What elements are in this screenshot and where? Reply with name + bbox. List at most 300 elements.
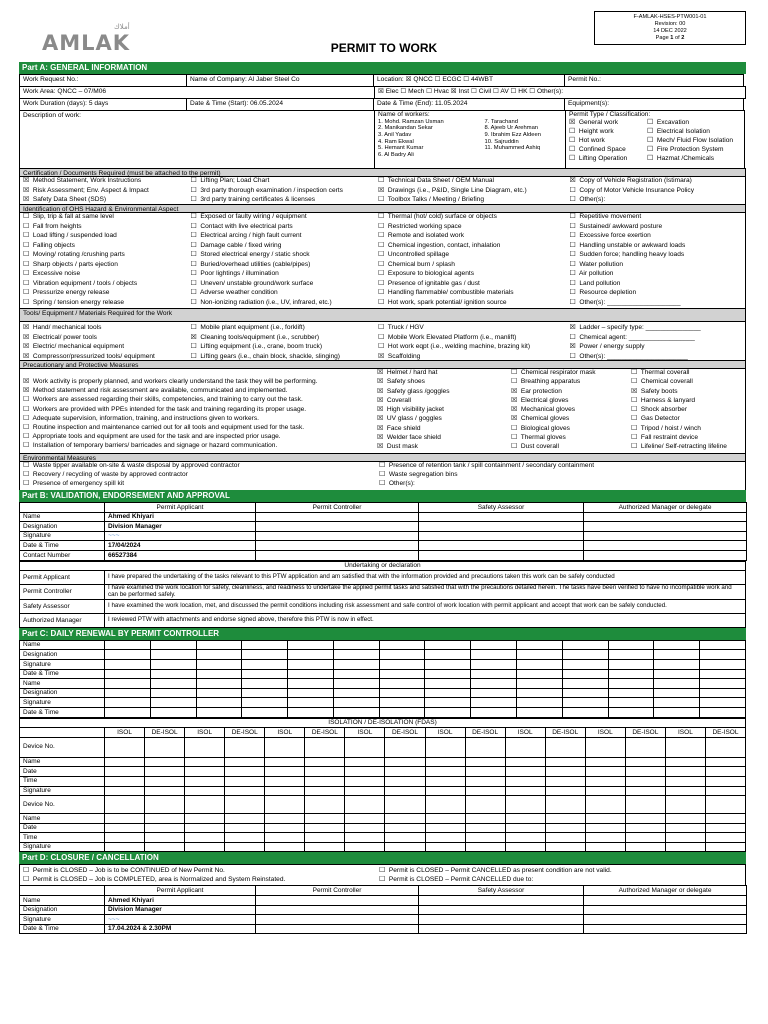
renewal-cell[interactable] bbox=[654, 698, 700, 708]
renewal-cell[interactable] bbox=[242, 707, 288, 717]
renewal-cell[interactable] bbox=[562, 679, 608, 689]
certification-option[interactable] bbox=[378, 187, 566, 197]
isolation-cell[interactable] bbox=[225, 767, 265, 777]
checkbox-icon[interactable]: ☒ bbox=[511, 387, 518, 395]
isolation-cell[interactable] bbox=[465, 776, 505, 786]
precaution-option[interactable] bbox=[23, 396, 374, 405]
isolation-cell[interactable] bbox=[345, 842, 385, 852]
hazard-option[interactable] bbox=[378, 289, 566, 299]
renewal-cell[interactable] bbox=[608, 707, 654, 717]
checkbox-icon[interactable]: ☐ bbox=[190, 232, 197, 239]
checkbox-icon[interactable]: ☒ bbox=[378, 352, 385, 360]
isolation-cell[interactable] bbox=[265, 842, 305, 852]
checkbox-icon[interactable]: ☐ bbox=[378, 289, 385, 296]
renewal-cell[interactable] bbox=[471, 669, 517, 679]
renewal-cell[interactable] bbox=[700, 669, 746, 679]
ppe-option[interactable] bbox=[631, 434, 745, 443]
hazard-option[interactable] bbox=[23, 251, 188, 261]
checkbox-icon[interactable]: ☒ bbox=[23, 378, 30, 385]
checkbox-icon[interactable]: ☐ bbox=[23, 260, 30, 268]
tool-option[interactable] bbox=[23, 353, 188, 361]
checkbox-icon[interactable]: ☐ bbox=[190, 177, 197, 184]
certification-option[interactable] bbox=[23, 177, 188, 187]
renewal-cell[interactable] bbox=[608, 659, 654, 669]
isolation-cell[interactable] bbox=[345, 786, 385, 796]
validation-cell[interactable]: Ahmed Khiyari bbox=[105, 512, 256, 522]
renewal-cell[interactable] bbox=[196, 698, 242, 708]
checkbox-icon[interactable]: ☐ bbox=[23, 241, 30, 249]
checkbox-icon[interactable]: ☐ bbox=[569, 196, 576, 203]
renewal-cell[interactable] bbox=[517, 707, 563, 717]
permit-type-option[interactable] bbox=[647, 128, 733, 137]
checkbox-icon[interactable]: ☒ bbox=[511, 396, 518, 404]
validation-cell[interactable] bbox=[419, 531, 584, 541]
checkbox-icon[interactable]: ☐ bbox=[510, 88, 517, 95]
checkbox-icon[interactable]: ☐ bbox=[647, 136, 654, 144]
isolation-cell[interactable] bbox=[505, 814, 545, 824]
tool-option[interactable] bbox=[569, 353, 745, 361]
device-cell[interactable] bbox=[545, 796, 585, 814]
renewal-cell[interactable] bbox=[471, 688, 517, 698]
checkbox-icon[interactable]: ☒ bbox=[23, 324, 30, 331]
checkbox-icon[interactable]: ☐ bbox=[569, 186, 576, 194]
hazard-option[interactable] bbox=[378, 232, 566, 242]
checkbox-icon[interactable]: ☒ bbox=[23, 343, 30, 350]
closure-cell[interactable] bbox=[256, 915, 419, 925]
isolation-cell[interactable] bbox=[545, 786, 585, 796]
closure-option[interactable] bbox=[379, 867, 745, 876]
isolation-cell[interactable] bbox=[265, 814, 305, 824]
checkbox-icon[interactable]: ☐ bbox=[569, 222, 576, 230]
equipment-field[interactable]: Equipment(s): bbox=[564, 98, 744, 111]
checkbox-icon[interactable]: ☐ bbox=[378, 260, 385, 268]
hazard-option[interactable] bbox=[569, 242, 745, 252]
renewal-cell[interactable] bbox=[379, 688, 425, 698]
checkbox-icon[interactable]: ☐ bbox=[379, 876, 386, 884]
checkbox-icon[interactable]: ☐ bbox=[378, 343, 385, 350]
closure-cell[interactable] bbox=[256, 896, 419, 906]
environmental-option[interactable] bbox=[379, 471, 745, 480]
ppe-option[interactable] bbox=[511, 388, 628, 397]
renewal-cell[interactable] bbox=[562, 650, 608, 660]
isolation-cell[interactable] bbox=[185, 823, 225, 833]
device-cell[interactable] bbox=[505, 737, 545, 757]
isolation-cell[interactable] bbox=[545, 823, 585, 833]
isolation-cell[interactable] bbox=[505, 786, 545, 796]
isolation-cell[interactable] bbox=[665, 823, 705, 833]
checkbox-icon[interactable]: ☒ bbox=[511, 415, 518, 423]
hazard-option[interactable] bbox=[191, 213, 375, 223]
device-cell[interactable] bbox=[465, 796, 505, 814]
hazard-option[interactable] bbox=[23, 261, 188, 271]
checkbox-icon[interactable]: ☐ bbox=[511, 369, 518, 376]
tool-option[interactable] bbox=[378, 324, 566, 334]
renewal-cell[interactable] bbox=[471, 650, 517, 660]
closure-option[interactable] bbox=[23, 867, 376, 876]
isolation-cell[interactable] bbox=[705, 814, 745, 824]
renewal-cell[interactable] bbox=[608, 698, 654, 708]
tool-option[interactable] bbox=[191, 334, 375, 344]
environmental-option[interactable] bbox=[379, 480, 745, 489]
start-date-field[interactable]: Date & Time (Start): 06.05.2024 bbox=[186, 98, 374, 111]
renewal-cell[interactable] bbox=[700, 679, 746, 689]
isolation-cell[interactable] bbox=[425, 757, 465, 767]
isolation-cell[interactable] bbox=[105, 842, 145, 852]
isolation-cell[interactable] bbox=[145, 814, 185, 824]
checkbox-icon[interactable]: ☐ bbox=[631, 434, 638, 442]
checkbox-icon[interactable]: ☐ bbox=[631, 443, 638, 451]
renewal-cell[interactable] bbox=[700, 650, 746, 660]
isolation-cell[interactable] bbox=[425, 814, 465, 824]
device-cell[interactable] bbox=[385, 737, 425, 757]
renewal-cell[interactable] bbox=[105, 640, 151, 650]
device-cell[interactable] bbox=[705, 737, 745, 757]
renewal-cell[interactable] bbox=[562, 659, 608, 669]
checkbox-icon[interactable]: ☒ bbox=[377, 443, 384, 451]
closure-cell[interactable] bbox=[105, 915, 256, 925]
tool-option[interactable] bbox=[191, 324, 375, 334]
isolation-cell[interactable] bbox=[305, 842, 345, 852]
renewal-cell[interactable] bbox=[288, 659, 334, 669]
isolation-cell[interactable] bbox=[145, 833, 185, 843]
renewal-cell[interactable] bbox=[608, 640, 654, 650]
renewal-cell[interactable] bbox=[700, 707, 746, 717]
isolation-cell[interactable] bbox=[465, 757, 505, 767]
device-cell[interactable] bbox=[265, 796, 305, 814]
isolation-cell[interactable] bbox=[705, 767, 745, 777]
renewal-cell[interactable] bbox=[379, 698, 425, 708]
renewal-cell[interactable] bbox=[105, 707, 151, 717]
checkbox-icon[interactable]: ☒ bbox=[569, 324, 576, 331]
hazard-option[interactable] bbox=[191, 299, 375, 309]
renewal-cell[interactable] bbox=[150, 707, 196, 717]
checkbox-icon[interactable]: ☐ bbox=[190, 343, 197, 350]
hazard-option[interactable] bbox=[191, 242, 375, 252]
checkbox-icon[interactable]: ☒ bbox=[377, 369, 384, 376]
renewal-cell[interactable] bbox=[105, 659, 151, 669]
renewal-cell[interactable] bbox=[425, 698, 471, 708]
renewal-cell[interactable] bbox=[196, 688, 242, 698]
renewal-cell[interactable] bbox=[517, 640, 563, 650]
renewal-cell[interactable] bbox=[379, 650, 425, 660]
hazard-option[interactable] bbox=[23, 213, 188, 223]
checkbox-icon[interactable]: ☐ bbox=[23, 298, 30, 306]
renewal-cell[interactable] bbox=[608, 650, 654, 660]
isolation-cell[interactable] bbox=[465, 823, 505, 833]
environmental-option[interactable] bbox=[23, 462, 376, 471]
renewal-cell[interactable] bbox=[196, 640, 242, 650]
renewal-cell[interactable] bbox=[288, 707, 334, 717]
isolation-cell[interactable] bbox=[305, 786, 345, 796]
checkbox-icon[interactable]: ☐ bbox=[569, 241, 576, 249]
checkbox-icon[interactable]: ☐ bbox=[631, 396, 638, 404]
company-field[interactable]: Name of Company: Al Jaber Steel Co bbox=[186, 74, 374, 87]
ppe-option[interactable] bbox=[511, 369, 628, 378]
checkbox-icon[interactable]: ☐ bbox=[569, 270, 576, 277]
checkbox-icon[interactable]: ☒ bbox=[378, 88, 384, 95]
ppe-option[interactable] bbox=[511, 443, 628, 452]
checkbox-icon[interactable]: ☐ bbox=[190, 196, 197, 203]
checkbox-icon[interactable]: ☐ bbox=[569, 136, 576, 144]
checkbox-icon[interactable]: ☐ bbox=[511, 424, 518, 432]
device-cell[interactable] bbox=[345, 796, 385, 814]
checkbox-icon[interactable]: ☐ bbox=[569, 279, 576, 287]
device-cell[interactable] bbox=[145, 737, 185, 757]
permit-type-option[interactable] bbox=[647, 119, 733, 128]
isolation-cell[interactable] bbox=[625, 776, 665, 786]
isolation-cell[interactable] bbox=[505, 823, 545, 833]
ppe-option[interactable] bbox=[377, 443, 508, 452]
device-cell[interactable] bbox=[425, 796, 465, 814]
validation-cell[interactable] bbox=[419, 512, 584, 522]
certification-option[interactable] bbox=[569, 177, 745, 187]
checkbox-icon[interactable]: ☐ bbox=[23, 251, 30, 258]
device-cell[interactable] bbox=[265, 737, 305, 757]
renewal-cell[interactable] bbox=[471, 679, 517, 689]
isolation-cell[interactable] bbox=[385, 757, 425, 767]
isolation-cell[interactable] bbox=[665, 757, 705, 767]
device-cell[interactable] bbox=[625, 796, 665, 814]
renewal-cell[interactable] bbox=[608, 679, 654, 689]
isolation-cell[interactable] bbox=[505, 842, 545, 852]
tool-option[interactable] bbox=[378, 334, 566, 344]
checkbox-icon[interactable]: ☐ bbox=[190, 298, 197, 306]
certification-option[interactable] bbox=[191, 187, 375, 197]
isolation-cell[interactable] bbox=[585, 823, 625, 833]
renewal-cell[interactable] bbox=[654, 688, 700, 698]
hazard-option[interactable] bbox=[191, 280, 375, 290]
work-type-option[interactable] bbox=[493, 88, 511, 95]
renewal-cell[interactable] bbox=[562, 707, 608, 717]
isolation-cell[interactable] bbox=[505, 833, 545, 843]
checkbox-icon[interactable]: ☒ bbox=[511, 406, 518, 414]
checkbox-icon[interactable]: ☐ bbox=[434, 76, 441, 83]
ppe-option[interactable] bbox=[631, 388, 745, 397]
isolation-cell[interactable] bbox=[105, 786, 145, 796]
work-type-option[interactable] bbox=[471, 88, 493, 95]
hazard-option[interactable] bbox=[23, 232, 188, 242]
checkbox-icon[interactable]: ☐ bbox=[190, 260, 197, 268]
precaution-option[interactable] bbox=[23, 433, 374, 442]
validation-cell[interactable] bbox=[584, 550, 747, 560]
checkbox-icon[interactable]: ☐ bbox=[190, 324, 197, 331]
isolation-cell[interactable] bbox=[545, 842, 585, 852]
checkbox-icon[interactable]: ☐ bbox=[23, 396, 30, 404]
isolation-cell[interactable] bbox=[505, 757, 545, 767]
work-area-field[interactable]: Work Area: QNCC – 07/M06 bbox=[19, 86, 375, 99]
hazard-option[interactable] bbox=[378, 299, 566, 309]
renewal-cell[interactable] bbox=[517, 659, 563, 669]
isolation-cell[interactable] bbox=[185, 833, 225, 843]
renewal-cell[interactable] bbox=[562, 698, 608, 708]
isolation-cell[interactable] bbox=[625, 767, 665, 777]
closure-cell[interactable]: Division Manager bbox=[105, 905, 256, 915]
renewal-cell[interactable] bbox=[654, 669, 700, 679]
closure-cell[interactable] bbox=[419, 896, 584, 906]
renewal-cell[interactable] bbox=[471, 659, 517, 669]
checkbox-icon[interactable]: ☐ bbox=[378, 298, 385, 306]
checkbox-icon[interactable]: ☒ bbox=[190, 333, 197, 341]
hazard-option[interactable] bbox=[23, 270, 188, 280]
checkbox-icon[interactable]: ☐ bbox=[379, 471, 386, 478]
isolation-cell[interactable] bbox=[145, 767, 185, 777]
tool-option[interactable] bbox=[569, 324, 745, 334]
hazard-option[interactable] bbox=[23, 223, 188, 233]
isolation-cell[interactable] bbox=[585, 757, 625, 767]
renewal-cell[interactable] bbox=[150, 679, 196, 689]
isolation-cell[interactable] bbox=[665, 776, 705, 786]
checkbox-icon[interactable]: ☐ bbox=[190, 222, 197, 230]
renewal-cell[interactable] bbox=[471, 707, 517, 717]
closure-cell[interactable] bbox=[584, 915, 747, 925]
validation-cell[interactable]: Division Manager bbox=[105, 522, 256, 532]
ppe-option[interactable] bbox=[377, 397, 508, 406]
tool-option[interactable] bbox=[191, 353, 375, 361]
checkbox-icon[interactable]: ☐ bbox=[569, 127, 576, 135]
ppe-option[interactable] bbox=[377, 434, 508, 443]
device-cell[interactable] bbox=[505, 796, 545, 814]
workers-field[interactable]: Name of workers: 1. Mohd. Ramzan Usman 2. Manikandan Sekar 3. Anil Yadav 4. Ram Ekwal 5. Hemant Kumar 6. Al Badry Ali 7. Tarachand 8. Ajeeb Ur Arehman 9. Ibrahim Ezz Aldeen 10. Sajruddin 11. Muhammed Ashiq bbox=[374, 110, 566, 169]
renewal-cell[interactable] bbox=[150, 698, 196, 708]
device-cell[interactable] bbox=[465, 737, 505, 757]
tool-option[interactable] bbox=[569, 343, 745, 353]
renewal-cell[interactable] bbox=[150, 640, 196, 650]
renewal-cell[interactable] bbox=[562, 669, 608, 679]
checkbox-icon[interactable]: ☐ bbox=[569, 352, 576, 360]
renewal-cell[interactable] bbox=[562, 640, 608, 650]
precaution-option[interactable] bbox=[23, 442, 374, 451]
certification-option[interactable] bbox=[23, 187, 188, 197]
isolation-cell[interactable] bbox=[585, 814, 625, 824]
permit-type-option[interactable] bbox=[569, 128, 647, 137]
renewal-cell[interactable] bbox=[333, 659, 379, 669]
closure-option[interactable] bbox=[379, 876, 745, 885]
checkbox-icon[interactable]: ☐ bbox=[378, 196, 385, 203]
hazard-option[interactable] bbox=[378, 251, 566, 261]
checkbox-icon[interactable]: ☐ bbox=[23, 480, 30, 487]
certification-option[interactable] bbox=[378, 196, 566, 204]
isolation-cell[interactable] bbox=[265, 757, 305, 767]
tool-option[interactable] bbox=[23, 324, 188, 334]
work-type-option[interactable] bbox=[400, 88, 426, 95]
renewal-cell[interactable] bbox=[150, 650, 196, 660]
renewal-cell[interactable] bbox=[242, 698, 288, 708]
device-cell[interactable] bbox=[225, 737, 265, 757]
renewal-cell[interactable] bbox=[562, 688, 608, 698]
device-cell[interactable] bbox=[185, 737, 225, 757]
checkbox-icon[interactable]: ☐ bbox=[190, 289, 197, 296]
isolation-cell[interactable] bbox=[105, 823, 145, 833]
isolation-cell[interactable] bbox=[585, 833, 625, 843]
isolation-cell[interactable] bbox=[305, 814, 345, 824]
isolation-cell[interactable] bbox=[345, 776, 385, 786]
tool-option[interactable] bbox=[378, 353, 566, 361]
work-type-option[interactable] bbox=[511, 88, 530, 95]
checkbox-icon[interactable]: ☐ bbox=[631, 424, 638, 432]
renewal-cell[interactable] bbox=[608, 669, 654, 679]
device-cell[interactable] bbox=[425, 737, 465, 757]
checkbox-icon[interactable]: ☐ bbox=[569, 232, 576, 239]
certification-option[interactable] bbox=[23, 196, 188, 204]
permit-type-option[interactable] bbox=[647, 146, 733, 155]
location-option[interactable] bbox=[435, 76, 464, 83]
checkbox-icon[interactable]: ☐ bbox=[379, 462, 386, 469]
isolation-cell[interactable] bbox=[265, 776, 305, 786]
validation-cell[interactable] bbox=[256, 531, 419, 541]
renewal-cell[interactable] bbox=[196, 679, 242, 689]
checkbox-icon[interactable]: ☐ bbox=[647, 154, 654, 162]
validation-cell[interactable] bbox=[256, 541, 419, 551]
closure-cell[interactable] bbox=[584, 905, 747, 915]
checkbox-icon[interactable]: ☐ bbox=[400, 88, 407, 95]
duration-field[interactable]: Work Duration (days): 5 days bbox=[19, 98, 187, 111]
checkbox-icon[interactable]: ☐ bbox=[379, 480, 386, 487]
isolation-cell[interactable] bbox=[345, 833, 385, 843]
hazard-option[interactable] bbox=[378, 280, 566, 290]
checkbox-icon[interactable]: ☐ bbox=[378, 270, 385, 277]
closure-cell[interactable] bbox=[256, 924, 419, 934]
isolation-cell[interactable] bbox=[385, 823, 425, 833]
certification-option[interactable] bbox=[569, 196, 745, 204]
checkbox-icon[interactable]: ☒ bbox=[405, 76, 412, 83]
validation-cell[interactable] bbox=[105, 531, 256, 541]
isolation-cell[interactable] bbox=[505, 776, 545, 786]
work-type-option[interactable] bbox=[378, 88, 400, 95]
isolation-cell[interactable] bbox=[185, 767, 225, 777]
isolation-cell[interactable] bbox=[105, 833, 145, 843]
permit-no-field[interactable]: Permit No.: bbox=[564, 74, 744, 87]
device-cell[interactable] bbox=[185, 796, 225, 814]
hazard-option[interactable] bbox=[569, 261, 745, 271]
hazard-option[interactable] bbox=[569, 280, 745, 290]
renewal-cell[interactable] bbox=[196, 707, 242, 717]
hazard-option[interactable] bbox=[191, 270, 375, 280]
isolation-cell[interactable] bbox=[185, 814, 225, 824]
certification-option[interactable] bbox=[569, 187, 745, 197]
renewal-cell[interactable] bbox=[242, 688, 288, 698]
description-field[interactable]: Description of work: bbox=[19, 110, 375, 169]
checkbox-icon[interactable]: ☐ bbox=[190, 213, 197, 220]
renewal-cell[interactable] bbox=[196, 650, 242, 660]
renewal-cell[interactable] bbox=[517, 650, 563, 660]
ppe-option[interactable] bbox=[377, 406, 508, 415]
isolation-cell[interactable] bbox=[705, 823, 745, 833]
hazard-option[interactable] bbox=[569, 213, 745, 223]
isolation-cell[interactable] bbox=[425, 833, 465, 843]
ppe-option[interactable] bbox=[511, 406, 628, 415]
checkbox-icon[interactable]: ☒ bbox=[377, 434, 384, 442]
hazard-option[interactable] bbox=[23, 242, 188, 252]
checkbox-icon[interactable]: ☐ bbox=[379, 867, 386, 875]
isolation-cell[interactable] bbox=[185, 776, 225, 786]
certification-option[interactable] bbox=[191, 196, 375, 204]
ppe-option[interactable] bbox=[631, 425, 745, 434]
renewal-cell[interactable] bbox=[333, 707, 379, 717]
device-cell[interactable] bbox=[545, 737, 585, 757]
isolation-cell[interactable] bbox=[105, 757, 145, 767]
checkbox-icon[interactable]: ☐ bbox=[631, 406, 638, 414]
validation-cell[interactable] bbox=[419, 522, 584, 532]
precaution-option[interactable] bbox=[23, 415, 374, 424]
ppe-option[interactable] bbox=[511, 397, 628, 406]
renewal-cell[interactable] bbox=[242, 679, 288, 689]
hazard-option[interactable] bbox=[378, 261, 566, 271]
renewal-cell[interactable] bbox=[379, 640, 425, 650]
renewal-cell[interactable] bbox=[105, 688, 151, 698]
closure-cell[interactable] bbox=[584, 896, 747, 906]
renewal-cell[interactable] bbox=[333, 679, 379, 689]
isolation-cell[interactable] bbox=[585, 786, 625, 796]
